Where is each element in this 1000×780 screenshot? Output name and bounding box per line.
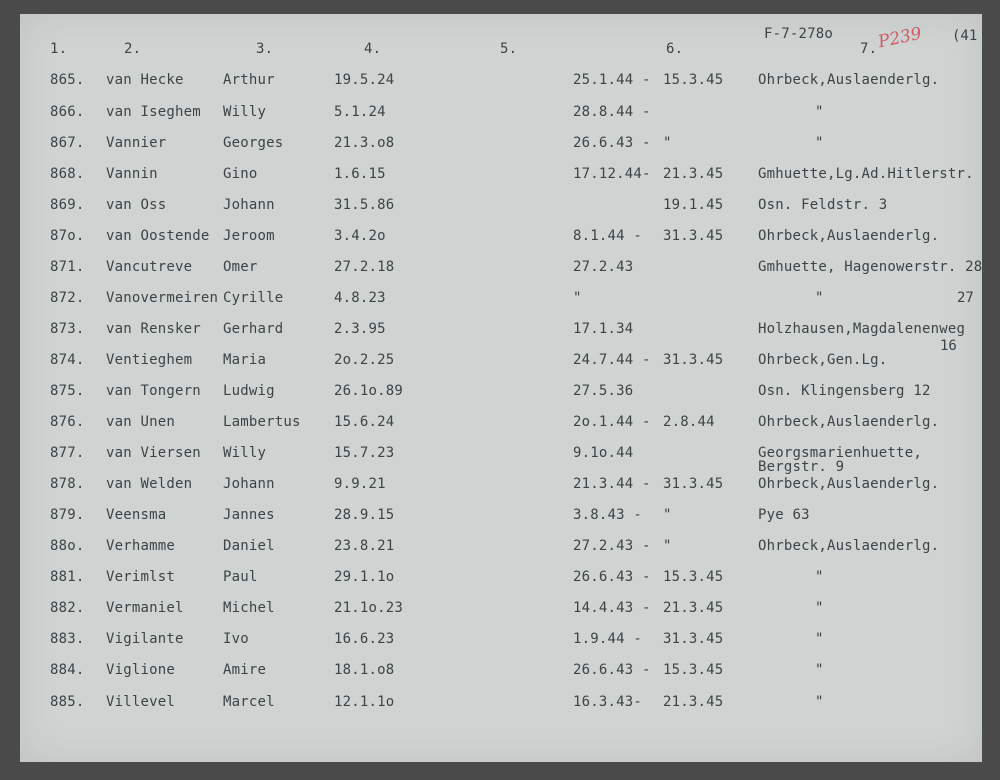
last-name: Vanovermeiren (106, 290, 219, 306)
period-end: " (663, 538, 672, 554)
period-start: 27.2.43 - (573, 538, 651, 554)
last-name: Vannin (106, 166, 158, 182)
page-number: (41 (952, 28, 978, 44)
record-number: 883. (50, 631, 85, 647)
record-number: 878. (50, 476, 85, 492)
period-end: " (663, 507, 672, 523)
birth-date: 21.1o.23 (334, 600, 404, 616)
birth-date: 1.6.15 (334, 166, 386, 182)
record-number: 881. (50, 569, 85, 585)
residence: Osn. Klingensberg 12 (758, 383, 931, 399)
period-start: 9.1o.44 (573, 445, 634, 461)
last-name: Vannier (106, 135, 167, 151)
birth-date: 5.1.24 (334, 104, 386, 120)
period-end: 21.3.45 (663, 166, 724, 182)
last-name: Vigilante (106, 631, 184, 647)
ditto-mark: " (815, 600, 824, 616)
period-start: 17.12.44- (573, 166, 651, 182)
residence: Ohrbeck,Auslaenderlg. (758, 72, 940, 88)
last-name: Veensma (106, 507, 167, 523)
first-name: Jeroom (223, 228, 275, 244)
period-start: 27.5.36 (573, 383, 634, 399)
record-number: 87o. (50, 228, 85, 244)
period-start: 8.1.44 - (573, 228, 643, 244)
first-name: Omer (223, 259, 258, 275)
birth-date: 19.5.24 (334, 72, 395, 88)
residence: Osn. Feldstr. 3 (758, 197, 888, 213)
table-row (20, 259, 982, 279)
record-number: 873. (50, 321, 85, 337)
birth-date: 27.2.18 (334, 259, 395, 275)
period-start: 25.1.44 - (573, 72, 651, 88)
birth-date: 3.4.2o (334, 228, 386, 244)
period-end: 31.3.45 (663, 631, 724, 647)
residence: Gmhuette,Lg.Ad.Hitlerstr. (758, 166, 974, 182)
birth-date: 21.3.o8 (334, 135, 395, 151)
document-page (20, 14, 982, 762)
record-number: 884. (50, 662, 85, 678)
table-row (20, 321, 982, 341)
period-end: 31.3.45 (663, 352, 724, 368)
record-number: 875. (50, 383, 85, 399)
last-name: van Welden (106, 476, 193, 492)
period-start: 21.3.44 - (573, 476, 651, 492)
last-name: van Viersen (106, 445, 201, 461)
period-end: 15.3.45 (663, 72, 724, 88)
residence: Ohrbeck,Gen.Lg. (758, 352, 888, 368)
first-name: Cyrille (223, 290, 284, 306)
table-row (20, 135, 982, 155)
column-header-7: 7. (860, 41, 878, 57)
birth-date: 4.8.23 (334, 290, 386, 306)
residence: Georgsmarienhuette, (758, 445, 922, 461)
residence: Pye 63 (758, 507, 810, 523)
ditto-mark: " (815, 694, 824, 710)
birth-date: 16.6.23 (334, 631, 395, 647)
period-end: 19.1.45 (663, 197, 724, 213)
birth-date: 2.3.95 (334, 321, 386, 337)
birth-date: 15.6.24 (334, 414, 395, 430)
period-start: 28.8.44 - (573, 104, 651, 120)
last-name: van Oss (106, 197, 167, 213)
column-header-5: 5. (500, 41, 518, 57)
residence: Holzhausen,Magdalenenweg (758, 321, 966, 337)
last-name: Ventieghem (106, 352, 193, 368)
ditto-mark: " (815, 104, 824, 120)
first-name: Paul (223, 569, 258, 585)
first-name: Lambertus (223, 414, 301, 430)
reference-number: F-7-278o (764, 26, 834, 42)
column-header-4: 4. (364, 41, 382, 57)
period-end: 2.8.44 (663, 414, 715, 430)
period-end: 31.3.45 (663, 228, 724, 244)
first-name: Michel (223, 600, 275, 616)
table-row (20, 631, 982, 651)
period-start: 26.6.43 - (573, 569, 651, 585)
record-number: 865. (50, 72, 85, 88)
last-name: van Unen (106, 414, 176, 430)
table-row (20, 414, 982, 434)
record-number: 872. (50, 290, 85, 306)
birth-date: 2o.2.25 (334, 352, 395, 368)
table-row (20, 538, 982, 558)
record-number: 866. (50, 104, 85, 120)
birth-date: 15.7.23 (334, 445, 395, 461)
table-row (20, 290, 982, 310)
record-number: 885. (50, 694, 85, 710)
column-header-2: 2. (124, 41, 142, 57)
first-name: Maria (223, 352, 267, 368)
last-name: Viglione (106, 662, 176, 678)
birth-date: 23.8.21 (334, 538, 395, 554)
period-end: 15.3.45 (663, 662, 724, 678)
last-name: van Tongern (106, 383, 201, 399)
column-header-3: 3. (256, 41, 274, 57)
first-name: Gino (223, 166, 258, 182)
margin-note-27: 27 (957, 290, 974, 306)
birth-date: 28.9.15 (334, 507, 395, 523)
table-row (20, 662, 982, 682)
residence: Ohrbeck,Auslaenderlg. (758, 538, 940, 554)
period-start: 2o.1.44 - (573, 414, 651, 430)
first-name: Marcel (223, 694, 275, 710)
record-number: 867. (50, 135, 85, 151)
last-name: Verimlst (106, 569, 176, 585)
first-name: Jannes (223, 507, 275, 523)
address-continuation: Bergstr. 9 (758, 459, 845, 475)
last-name: Vermaniel (106, 600, 184, 616)
birth-date: 9.9.21 (334, 476, 386, 492)
last-name: Villevel (106, 694, 176, 710)
ditto-mark: " (815, 662, 824, 678)
record-number: 88o. (50, 538, 85, 554)
record-number: 868. (50, 166, 85, 182)
last-name: Verhamme (106, 538, 176, 554)
period-start: 16.3.43- (573, 694, 643, 710)
first-name: Gerhard (223, 321, 284, 337)
period-start: 3.8.43 - (573, 507, 643, 523)
record-number: 879. (50, 507, 85, 523)
ditto-mark: " (815, 290, 824, 306)
period-end: 21.3.45 (663, 600, 724, 616)
record-number: 874. (50, 352, 85, 368)
first-name: Daniel (223, 538, 275, 554)
last-name: van Rensker (106, 321, 201, 337)
period-end: " (663, 135, 672, 151)
birth-date: 29.1.1o (334, 569, 395, 585)
period-start: 24.7.44 - (573, 352, 651, 368)
period-end: 21.3.45 (663, 694, 724, 710)
ditto-mark: " (815, 135, 824, 151)
first-name: Georges (223, 135, 284, 151)
first-name: Ludwig (223, 383, 275, 399)
birth-date: 26.1o.89 (334, 383, 404, 399)
ditto-mark: " (815, 631, 824, 647)
record-number: 877. (50, 445, 85, 461)
handwritten-annotation: P239 (876, 23, 924, 53)
last-name: van Iseghem (106, 104, 201, 120)
column-header-1: 1. (50, 41, 68, 57)
table-row (20, 352, 982, 372)
residence: Ohrbeck,Auslaenderlg. (758, 414, 940, 430)
first-name: Amire (223, 662, 267, 678)
first-name: Johann (223, 197, 275, 213)
residence: Ohrbeck,Auslaenderlg. (758, 228, 940, 244)
period-start: 27.2.43 (573, 259, 634, 275)
ditto-mark: " (815, 569, 824, 585)
table-row (20, 476, 982, 496)
table-row (20, 600, 982, 620)
birth-date: 12.1.1o (334, 694, 395, 710)
record-number: 871. (50, 259, 85, 275)
column-header-6: 6. (666, 41, 684, 57)
table-row (20, 104, 982, 124)
margin-note-16: 16 (940, 338, 957, 354)
table-row (20, 166, 982, 186)
first-name: Ivo (223, 631, 249, 647)
table-row (20, 445, 982, 465)
table-row (20, 569, 982, 589)
record-number: 869. (50, 197, 85, 213)
period-start: 14.4.43 - (573, 600, 651, 616)
first-name: Willy (223, 104, 267, 120)
table-row (20, 197, 982, 217)
table-row (20, 694, 982, 714)
last-name: van Hecke (106, 72, 184, 88)
first-name: Arthur (223, 72, 275, 88)
birth-date: 18.1.o8 (334, 662, 395, 678)
first-name: Johann (223, 476, 275, 492)
period-end: 31.3.45 (663, 476, 724, 492)
birth-date: 31.5.86 (334, 197, 395, 213)
residence: Ohrbeck,Auslaenderlg. (758, 476, 940, 492)
period-end: 15.3.45 (663, 569, 724, 585)
period-start: 17.1.34 (573, 321, 634, 337)
record-number: 882. (50, 600, 85, 616)
table-row (20, 72, 982, 92)
first-name: Willy (223, 445, 267, 461)
period-start: 26.6.43 - (573, 662, 651, 678)
period-start: 26.6.43 - (573, 135, 651, 151)
table-row (20, 228, 982, 248)
table-row (20, 507, 982, 527)
period-start: " (573, 290, 582, 306)
residence: Gmhuette, Hagenowerstr. 28 (758, 259, 983, 275)
period-start: 1.9.44 - (573, 631, 643, 647)
record-number: 876. (50, 414, 85, 430)
table-row (20, 383, 982, 403)
last-name: Vancutreve (106, 259, 193, 275)
last-name: van Oostende (106, 228, 210, 244)
